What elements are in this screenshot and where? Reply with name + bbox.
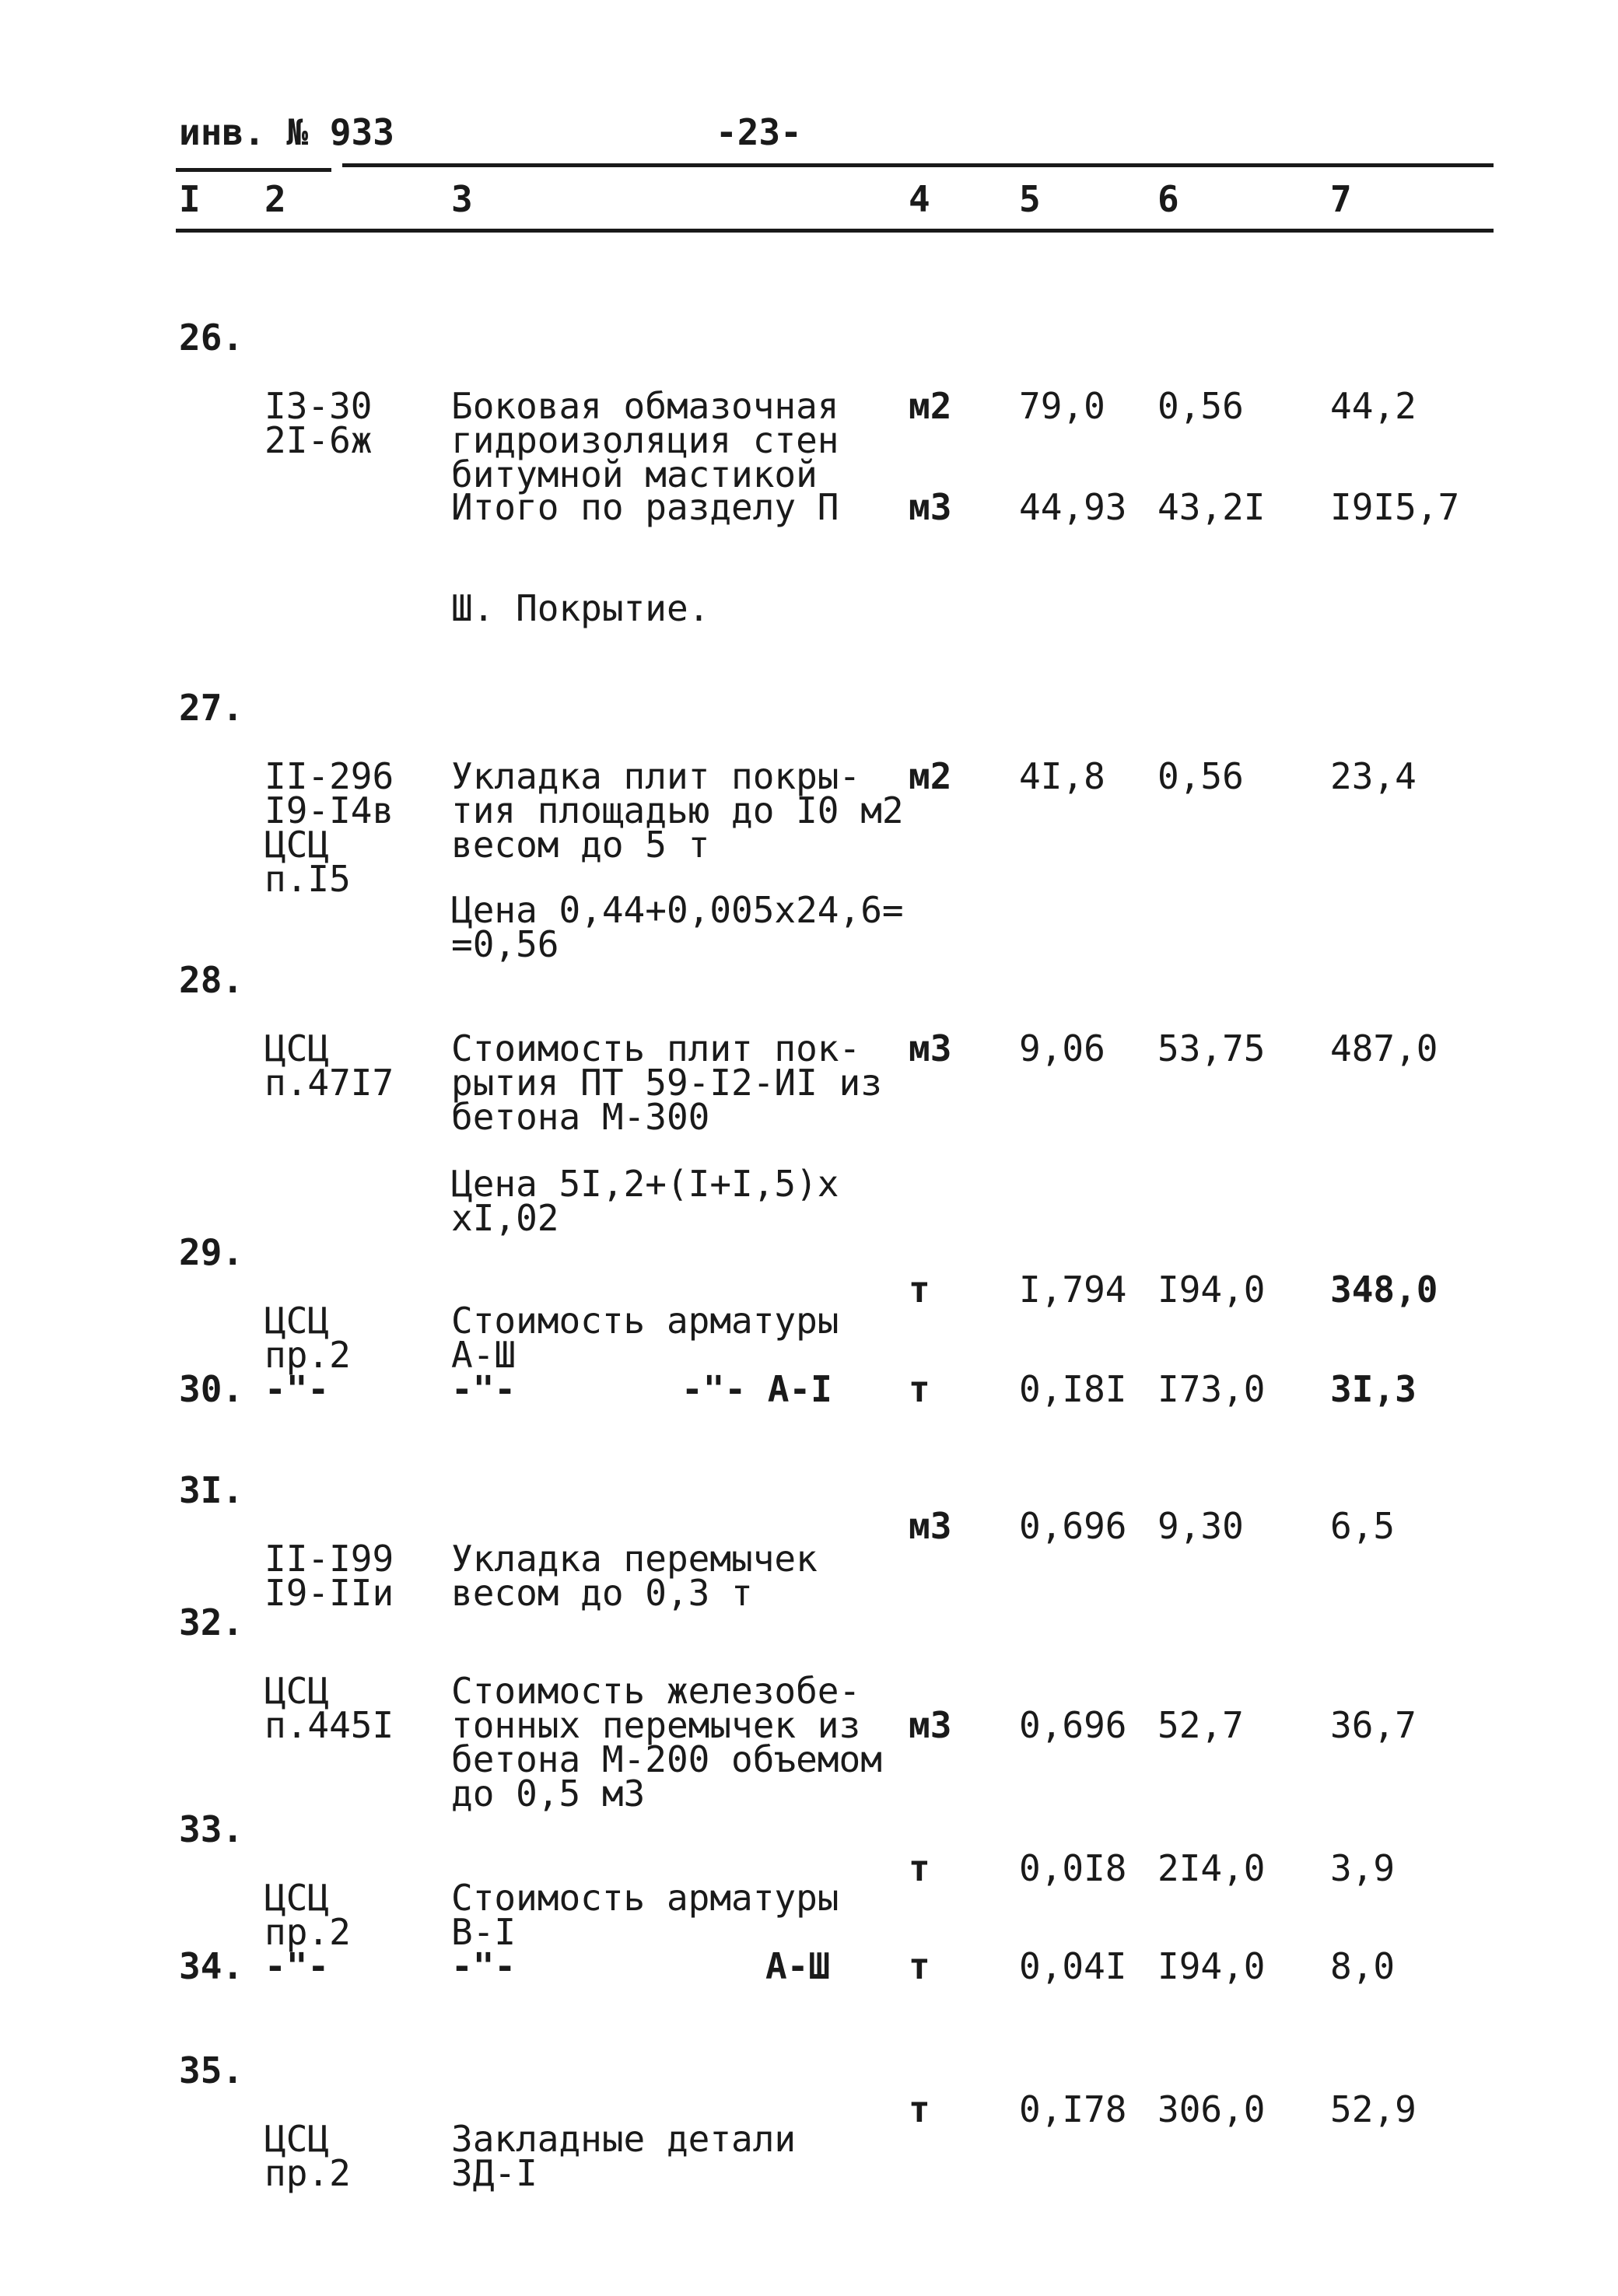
inventory-number: инв. № 933 bbox=[179, 111, 394, 153]
norm-code: -"- bbox=[264, 1368, 330, 1410]
unit: м3 bbox=[909, 1505, 952, 1547]
row-number: 34. bbox=[179, 1945, 244, 1987]
work-description: Боковая обмазочная гидроизоляция стен битумной мастикой bbox=[451, 385, 839, 495]
norm-code: ЦСЦ пр.2 bbox=[264, 1877, 351, 1953]
ditto-description: -"- А-I bbox=[681, 1368, 832, 1410]
unit-price: 9,30 bbox=[1157, 1505, 1244, 1547]
header-bottom-rule bbox=[176, 229, 1494, 233]
total-cost: 36,7 bbox=[1330, 1704, 1417, 1746]
section-heading: Ш. Покрытие. bbox=[451, 587, 710, 629]
row-number: 33. bbox=[179, 1808, 244, 1850]
norm-code: II-I99 I9-IIи bbox=[264, 1538, 394, 1614]
unit-price: 53,75 bbox=[1157, 1027, 1266, 1069]
total-cost: 487,0 bbox=[1330, 1027, 1438, 1069]
row-number: 3I. bbox=[179, 1469, 244, 1511]
unit-price: 306,0 bbox=[1157, 2088, 1266, 2130]
unit: м2 bbox=[909, 755, 952, 797]
unit: м2 bbox=[909, 385, 952, 427]
ditto-description: А-Ш bbox=[765, 1945, 831, 1987]
norm-code: I3-30 2I-6ж bbox=[264, 385, 373, 461]
column-header-1: I bbox=[179, 178, 201, 220]
row-number: 28. bbox=[179, 959, 244, 1001]
norm-code: ЦСЦ пр.2 bbox=[264, 2118, 351, 2194]
work-description: Укладка перемычек весом до 0,3 т bbox=[451, 1538, 818, 1614]
unit: т bbox=[909, 1945, 930, 1987]
row-number: 29. bbox=[179, 1231, 244, 1273]
total-cost: 8,0 bbox=[1330, 1945, 1396, 1987]
quantity: 0,04I bbox=[1019, 1945, 1127, 1987]
quantity: 4I,8 bbox=[1019, 755, 1105, 797]
row-number: 26. bbox=[179, 317, 244, 359]
norm-code: ЦСЦ пр.2 bbox=[264, 1300, 351, 1376]
price-note: Цена 0,44+0,005х24,6= =0,56 bbox=[451, 889, 904, 965]
row-number: 35. bbox=[179, 2049, 244, 2091]
quantity: 0,I78 bbox=[1019, 2088, 1127, 2130]
unit-price: I73,0 bbox=[1157, 1368, 1266, 1410]
norm-code: -"- bbox=[264, 1945, 330, 1987]
column-header-3: 3 bbox=[451, 178, 473, 220]
column-header-2: 2 bbox=[264, 178, 286, 220]
page-number: -23- bbox=[716, 111, 802, 153]
price-note: Цена 5I,2+(I+I,5)х хI,02 bbox=[451, 1163, 839, 1239]
total-cost: 6,5 bbox=[1330, 1505, 1396, 1547]
column-header-4: 4 bbox=[909, 178, 930, 220]
section-total-label: Итого по разделу П bbox=[451, 486, 839, 528]
row-number: 32. bbox=[179, 1601, 244, 1643]
work-description: -"- bbox=[451, 1368, 517, 1410]
work-description: Закладные детали ЗД-I bbox=[451, 2118, 797, 2194]
quantity: I,794 bbox=[1019, 1269, 1127, 1311]
unit-price: 43,2I bbox=[1157, 486, 1266, 528]
work-description: Укладка плит покры- тия площадью до I0 м2 весом до 5 т bbox=[451, 755, 904, 866]
unit: м3 bbox=[909, 1704, 952, 1746]
total-cost: 348,0 bbox=[1330, 1269, 1438, 1311]
quantity: 0,696 bbox=[1019, 1704, 1127, 1746]
unit: м3 bbox=[909, 486, 952, 528]
quantity: 79,0 bbox=[1019, 385, 1105, 427]
total-cost: 23,4 bbox=[1330, 755, 1417, 797]
quantity: 44,93 bbox=[1019, 486, 1127, 528]
unit-price: 0,56 bbox=[1157, 385, 1244, 427]
unit-price: 52,7 bbox=[1157, 1704, 1244, 1746]
header-top-rule bbox=[342, 163, 1494, 167]
quantity: 0,696 bbox=[1019, 1505, 1127, 1547]
norm-code: ЦСЦ п.47I7 bbox=[264, 1027, 394, 1104]
work-description: Стоимость арматуры А-Ш bbox=[451, 1300, 839, 1376]
work-description: Стоимость железобе- тонных перемычек из бетона М-200 объемом до 0,5 м3 bbox=[451, 1670, 882, 1815]
quantity: 0,0I8 bbox=[1019, 1847, 1127, 1889]
total-cost: 52,9 bbox=[1330, 2088, 1417, 2130]
row-number: 27. bbox=[179, 687, 244, 729]
column-header-7: 7 bbox=[1330, 178, 1352, 220]
total-cost: I9I5,7 bbox=[1330, 486, 1460, 528]
row-number: 30. bbox=[179, 1368, 244, 1410]
column-header-6: 6 bbox=[1157, 178, 1179, 220]
unit: т bbox=[909, 2088, 930, 2130]
norm-code: ЦСЦ п.445I bbox=[264, 1670, 394, 1746]
work-description: -"- bbox=[451, 1945, 517, 1987]
total-cost: 3I,3 bbox=[1330, 1368, 1417, 1410]
total-cost: 3,9 bbox=[1330, 1847, 1396, 1889]
unit: м3 bbox=[909, 1027, 952, 1069]
unit-price: I94,0 bbox=[1157, 1945, 1266, 1987]
norm-code: II-296 I9-I4в ЦСЦ п.I5 bbox=[264, 755, 394, 900]
unit: т bbox=[909, 1368, 930, 1410]
quantity: 9,06 bbox=[1019, 1027, 1105, 1069]
header-top-rule-left bbox=[176, 168, 331, 172]
unit: т bbox=[909, 1847, 930, 1889]
quantity: 0,I8I bbox=[1019, 1368, 1127, 1410]
unit-price: 0,56 bbox=[1157, 755, 1244, 797]
total-cost: 44,2 bbox=[1330, 385, 1417, 427]
column-header-5: 5 bbox=[1019, 178, 1041, 220]
work-description: Стоимость арматуры В-I bbox=[451, 1877, 839, 1953]
work-description: Стоимость плит пок- рытия ПТ 59-I2-ИI из бетона М-300 bbox=[451, 1027, 882, 1138]
unit-price: I94,0 bbox=[1157, 1269, 1266, 1311]
unit: т bbox=[909, 1269, 930, 1311]
unit-price: 2I4,0 bbox=[1157, 1847, 1266, 1889]
